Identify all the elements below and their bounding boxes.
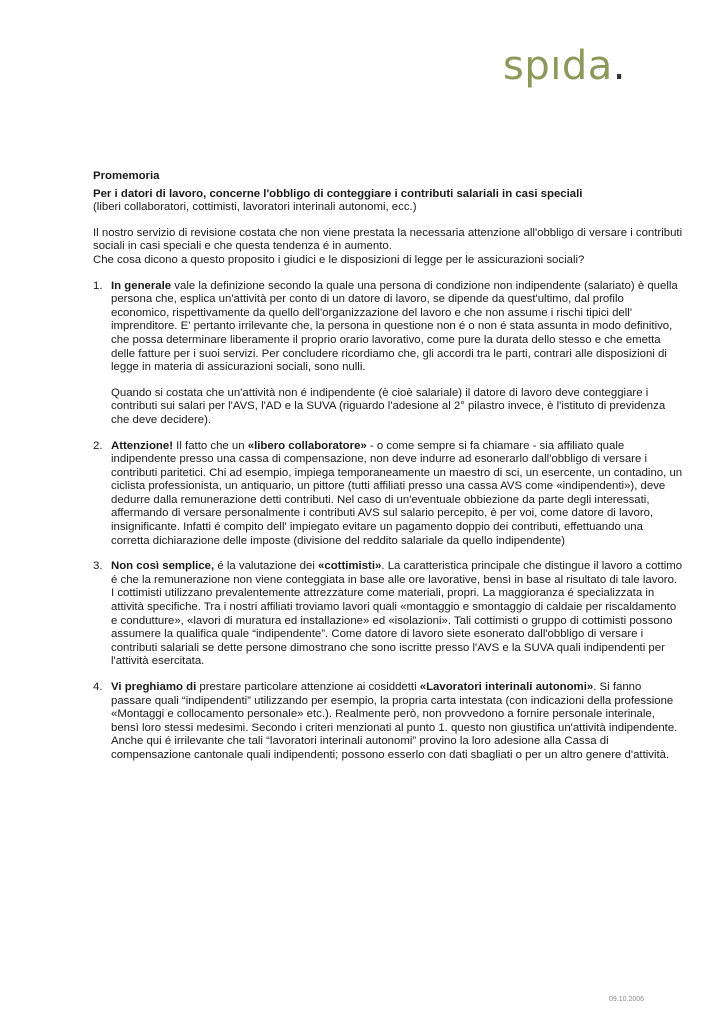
document-body: [93, 170, 683, 775]
list-item-number: 3.: [93, 560, 103, 573]
list-item-number: 4.: [93, 681, 103, 693]
intro-section: [93, 227, 683, 268]
point-lead: Vi preghiamo di: [111, 681, 197, 693]
list-item: [93, 440, 683, 549]
point-text: é la valutazione dei: [214, 560, 319, 573]
point-lead: Attenzione!: [111, 439, 174, 452]
document-subtitle: Per i datori di lavoro, concerne l'obbligo di conteggiare i contributi salariali in casi speciali: [93, 187, 583, 200]
document-title: Promemoria: [93, 170, 160, 182]
list-item-number: 1.: [93, 279, 103, 292]
list-item: [93, 560, 683, 669]
intro-line-1: Il nostro servizio di revisione costata che non viene prestata la necessaria attenzione all'obbligo di versare i contributi sociali in casi speciali e che questa tendenza é in aumento.: [93, 226, 683, 253]
point-lead: Non così semplice,: [111, 560, 215, 573]
spida-logo: [503, 43, 626, 89]
point-text: prestare particolare attenzione ai cosiddetti: [196, 681, 420, 693]
point-text: . La caratteristica principale che distingue il lavoro a cottimo é che la remunerazione non viene conteggiata in base alle ore lavorative, bensì in base al risultato di tale lavoro. I cottimisti utilizzano prevalentemente attrezzature come materiali, propri. La maggioranza é specializzata in attività specifiche. Tra i nostri affiliati troviamo lavori quali «montaggio e smontaggio di caldaie per riscaldamento e condutture», «lavori di muratura ed installazione» ed «isolazioni». Tali cottimisti o gruppo di cottimisti possono assumere la qualifica quale “indipendente”. Come datore di lavoro siete esonerato dall'obbligo di versare i contributi salariali se dette persone dimostrano che sono iscritte presso l'AVS e la SUVA quali indipendenti per l'attività esercitata.: [111, 560, 683, 668]
point-text: - o come sempre si fa chiamare - sia affiliato quale indipendente presso una cassa di compensazione, non deve indurre ad esonerarlo dall'obbligo di versare i contributi paritetici. Chi ad esempio, impiega temporaneamente un maestro di sci, un esercente, un contadino, un ciclista professionista, un antiquario, un pittore (tutti affiliati presso una cassa AVS come «indipendenti»), deve dedurre dalla remunerazione detti contributi. Nel caso di un'eventuale obbiezione da parte degli interessati, affermando di versare personalmente i contributi AVS sul salario percepito, è per voi, come datore di lavoro, insignificante. Infatti é compito dell' impiegato evitare un pagamento doppio dei contributi, effettuando una corretta dichiarazione delle imposte (divisione del reddito salariale da quello indipendente): [111, 439, 683, 547]
point-paragraph: [111, 681, 683, 763]
point-paragraph-2: Quando si costata che un'attività non é indipendente (è cioè salariale) il datore di lavoro deve conteggiare i contributi sui salari per l'AVS, l'AD e la SUVA (riguardo l'adesione al 2° pilastro invece, è l'istituto di previdenza che deve decidere).: [111, 386, 666, 426]
list-item-number: 2.: [93, 439, 103, 452]
point-text: Il fatto che un: [173, 439, 248, 452]
point-paragraph: [111, 560, 683, 669]
point-text: vale la definizione secondo la quale una persona di condizione non indipendente (salariato) è quella persona che, esplica un'attività per conto di un datore di lavoro, se dipende da quest'ultimo, dal profilo economico, rispettivamente da quello dell'organizzazione del lavoro e che non assume i rischi tipici dell' imprenditore. E' pertanto irrilevante che, la persona in questione non é o non é stata assunta in modo definitivo, che possa determinare liberamente il proprio orario lavorativo, come pure la durata dello stesso e che emetta delle fatture per i suoi servizi. Per concludere ricordiamo che, gli accordi tra le parti, contrari alle disposizioni di legge in materia di assicurazioni sociali, sono nulli.: [111, 279, 678, 374]
point-paragraph: [111, 280, 683, 375]
point-lead: In generale: [111, 279, 172, 292]
document-subnote: (liberi collaboratori, cottimisti, lavoratori interinali autonomi, ecc.): [93, 201, 417, 214]
point-text: . Si fanno passare quali “indipendenti” utilizzando per esempio, la propria carta intestata (con indicazioni della professione «Montaggi e collocamento personale» etc.). Realmente però, non provvedono a fornire personale interinale, bensì loro stessi medesimi. Secondo i criteri menzionati al punto 1. questo non giustifica un'attività indipendente. Anche qui é irrilevante che tali “lavoratori interinali autonomi” provino la loro adesione alla Cassa di compensazione cantonale quali indipendenti; possono esserlo con dati sbagliati o per un altro genere d'attività.: [111, 681, 678, 761]
points-list: [93, 280, 683, 763]
point-emphasis: «libero collaboratore»: [247, 439, 367, 452]
point-emphasis: «cottimisti»: [318, 560, 382, 573]
point-paragraph: [111, 440, 683, 549]
logo-text: spıda: [503, 43, 613, 89]
footer-date: 09.10.2006: [609, 996, 645, 1003]
list-item: [93, 280, 683, 428]
logo-dot: .: [612, 43, 626, 89]
point-emphasis: «Lavoratori interinali autonomi»: [419, 681, 594, 693]
list-item: [93, 681, 683, 763]
intro-line-2: Che cosa dicono a questo proposito i giudici e le disposizioni di legge per le assicurazioni sociali?: [93, 253, 585, 266]
